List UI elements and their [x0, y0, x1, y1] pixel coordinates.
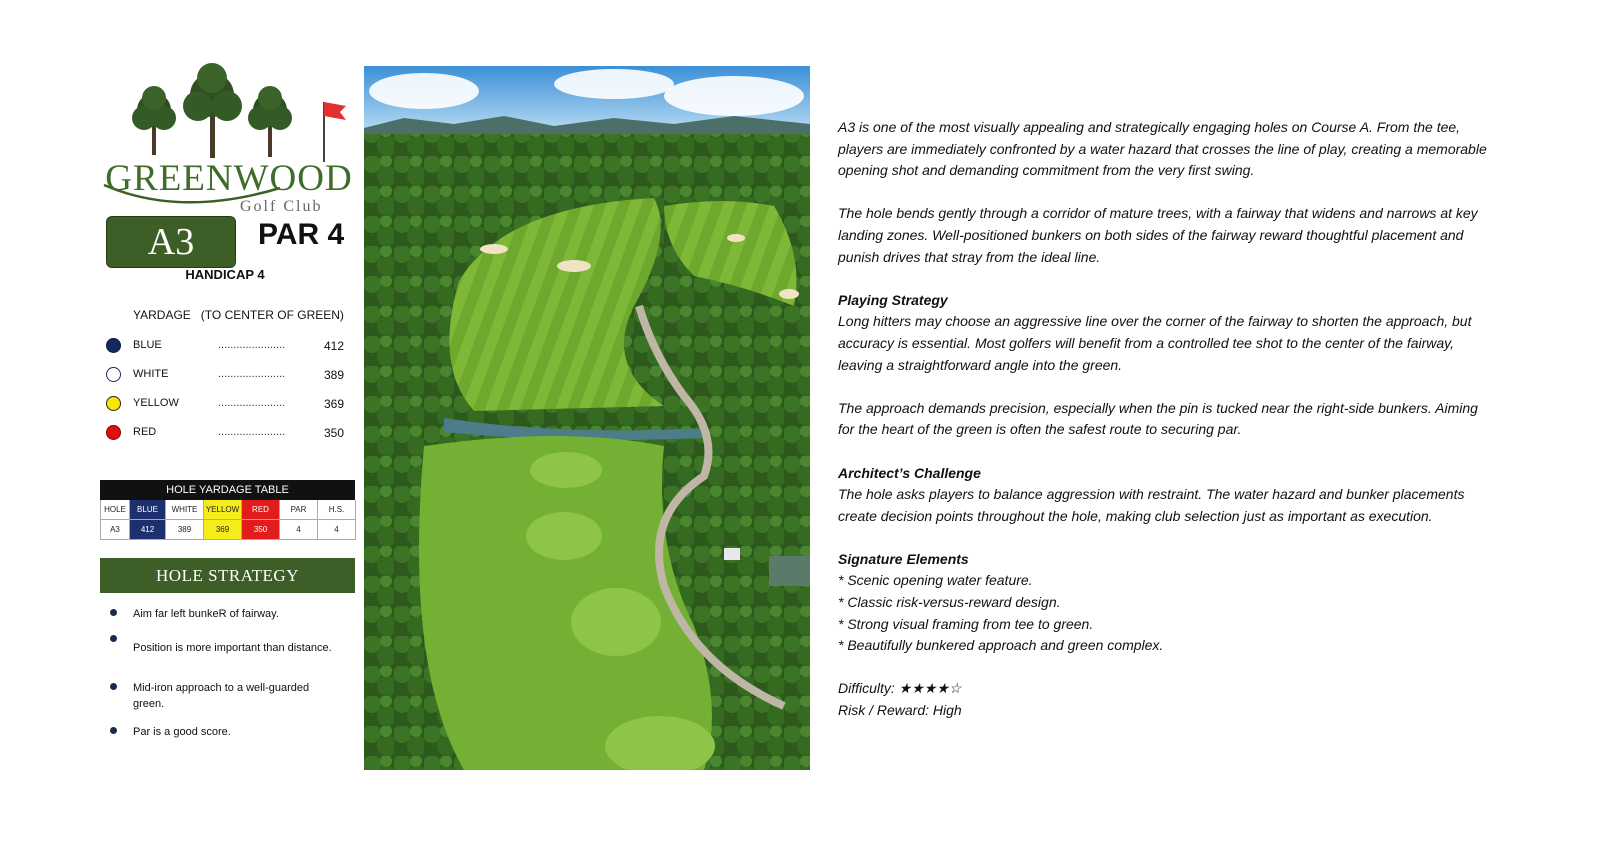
- tee-name: YELLOW: [133, 397, 179, 409]
- tee-yardage: 412: [324, 339, 345, 353]
- hole-info-panel: [100, 60, 365, 780]
- table-cell: A3: [101, 520, 130, 540]
- tee-name: BLUE: [133, 339, 162, 351]
- leader-dots: ......................: [218, 368, 286, 380]
- yardage-table-grid: [100, 500, 355, 540]
- table-header-cell: BLUE: [130, 500, 166, 520]
- bullet-icon: [110, 609, 117, 616]
- playing-strategy-paragraph: Long hitters may choose an aggressive line over the corner of the fairway to shorten the approach, but accuracy is essential. Most golfers will benefit from a controlled tee shot to the center of the fairway, leaving a straightforward angle into the green.: [838, 313, 1472, 373]
- red-tee-icon: [106, 425, 121, 440]
- tee-yardage: 369: [324, 397, 345, 411]
- signature-elements-heading: Signature Elements: [838, 550, 969, 567]
- table-header-cell: PAR: [280, 500, 318, 520]
- leader-dots: ......................: [218, 339, 286, 351]
- table-cell: 4: [280, 520, 318, 540]
- tip-text: Position is more important than distance.: [133, 642, 332, 654]
- club-name: GREENWOOD: [105, 158, 353, 199]
- tee-row-blue: [104, 336, 354, 356]
- leader-dots: ......................: [218, 397, 286, 409]
- hole-strategy-heading: HOLE STRATEGY: [100, 558, 355, 593]
- hole-number-badge: A3: [106, 216, 236, 268]
- intro-paragraph: A3 is one of the most visually appealing and strategically engaging holes on Course A. From the tee, players are immediately confronted by a water hazard that crosses the line of play, creating a memorable opening shot and demanding commitment from the very first swing.: [838, 119, 1487, 179]
- bullet-icon: [110, 727, 117, 734]
- table-header-cell: RED: [242, 500, 280, 520]
- tee-row-yellow: [104, 394, 354, 414]
- architect-challenge-heading: Architect’s Challenge: [838, 464, 981, 481]
- par-label: PAR 4: [258, 218, 345, 251]
- leader-dots: ......................: [218, 426, 286, 438]
- playing-strategy-heading: Playing Strategy: [838, 291, 948, 308]
- table-cell: 369: [204, 520, 242, 540]
- aerial-course-illustration: [364, 66, 810, 770]
- tee-row-red: [104, 423, 354, 443]
- tee-name: WHITE: [133, 368, 169, 380]
- yellow-tee-icon: [106, 396, 121, 411]
- table-cell: 4: [318, 520, 356, 540]
- signature-item: * Strong visual framing from tee to green.: [838, 615, 1094, 632]
- hole-aerial-image: [364, 66, 810, 770]
- signature-item: * Classic risk-versus-reward design.: [838, 594, 1061, 611]
- table-cell: 412: [130, 520, 166, 540]
- difficulty-rating: Difficulty: ★★★★☆: [838, 680, 962, 697]
- yardage-title: YARDAGE (TO CENTER OF GREEN): [133, 308, 344, 322]
- table-header-cell: H.S.: [318, 500, 356, 520]
- table-header-cell: HOLE: [101, 500, 130, 520]
- tip-text: Par is a good score.: [133, 726, 231, 738]
- tip-text: Aim far left bunkeR of fairway.: [133, 608, 279, 620]
- tip-text: Mid-iron approach to a well-guarded green.: [133, 682, 310, 710]
- tee-yardage: 389: [324, 368, 345, 382]
- hole-yardage-table: [100, 480, 355, 540]
- approach-paragraph: The approach demands precision, especially when the pin is tucked near the right-side bunkers. Aiming for the heart of the green is often the safest route to securing par.: [838, 399, 1478, 438]
- table-header-cell: WHITE: [166, 500, 204, 520]
- hole-description: [838, 117, 1488, 722]
- table-cell: 389: [166, 520, 204, 540]
- signature-item: * Scenic opening water feature.: [838, 572, 1033, 589]
- table-cell: 350: [242, 520, 280, 540]
- signature-item: * Beautifully bunkered approach and green complex.: [838, 637, 1164, 654]
- bullet-icon: [110, 683, 117, 690]
- club-logo: [100, 60, 365, 220]
- tee-row-white: [104, 365, 354, 385]
- white-tee-icon: [106, 367, 121, 382]
- yardage-table-title: HOLE YARDAGE TABLE: [100, 480, 355, 500]
- handicap-label: HANDICAP 4: [185, 267, 265, 282]
- risk-reward-rating: Risk / Reward: High: [838, 702, 962, 719]
- club-subtitle: Golf Club: [240, 198, 323, 215]
- tee-name: RED: [133, 426, 157, 438]
- blue-tee-icon: [106, 338, 121, 353]
- bullet-icon: [110, 635, 117, 642]
- tee-yardage: 350: [324, 426, 345, 440]
- architect-challenge-paragraph: The hole asks players to balance aggression with restraint. The water hazard and bunker placements create decision points throughout the hole, making club selection just as important as execution.: [838, 486, 1465, 524]
- table-header-cell: YELLOW: [204, 500, 242, 520]
- corridor-paragraph: The hole bends gently through a corridor of mature trees, with a fairway that widens and narrows at key landing zones. Well-positioned bunkers on both sides of the fairway reward thoughtful placement and punish drives that stray from the ideal line.: [838, 205, 1478, 265]
